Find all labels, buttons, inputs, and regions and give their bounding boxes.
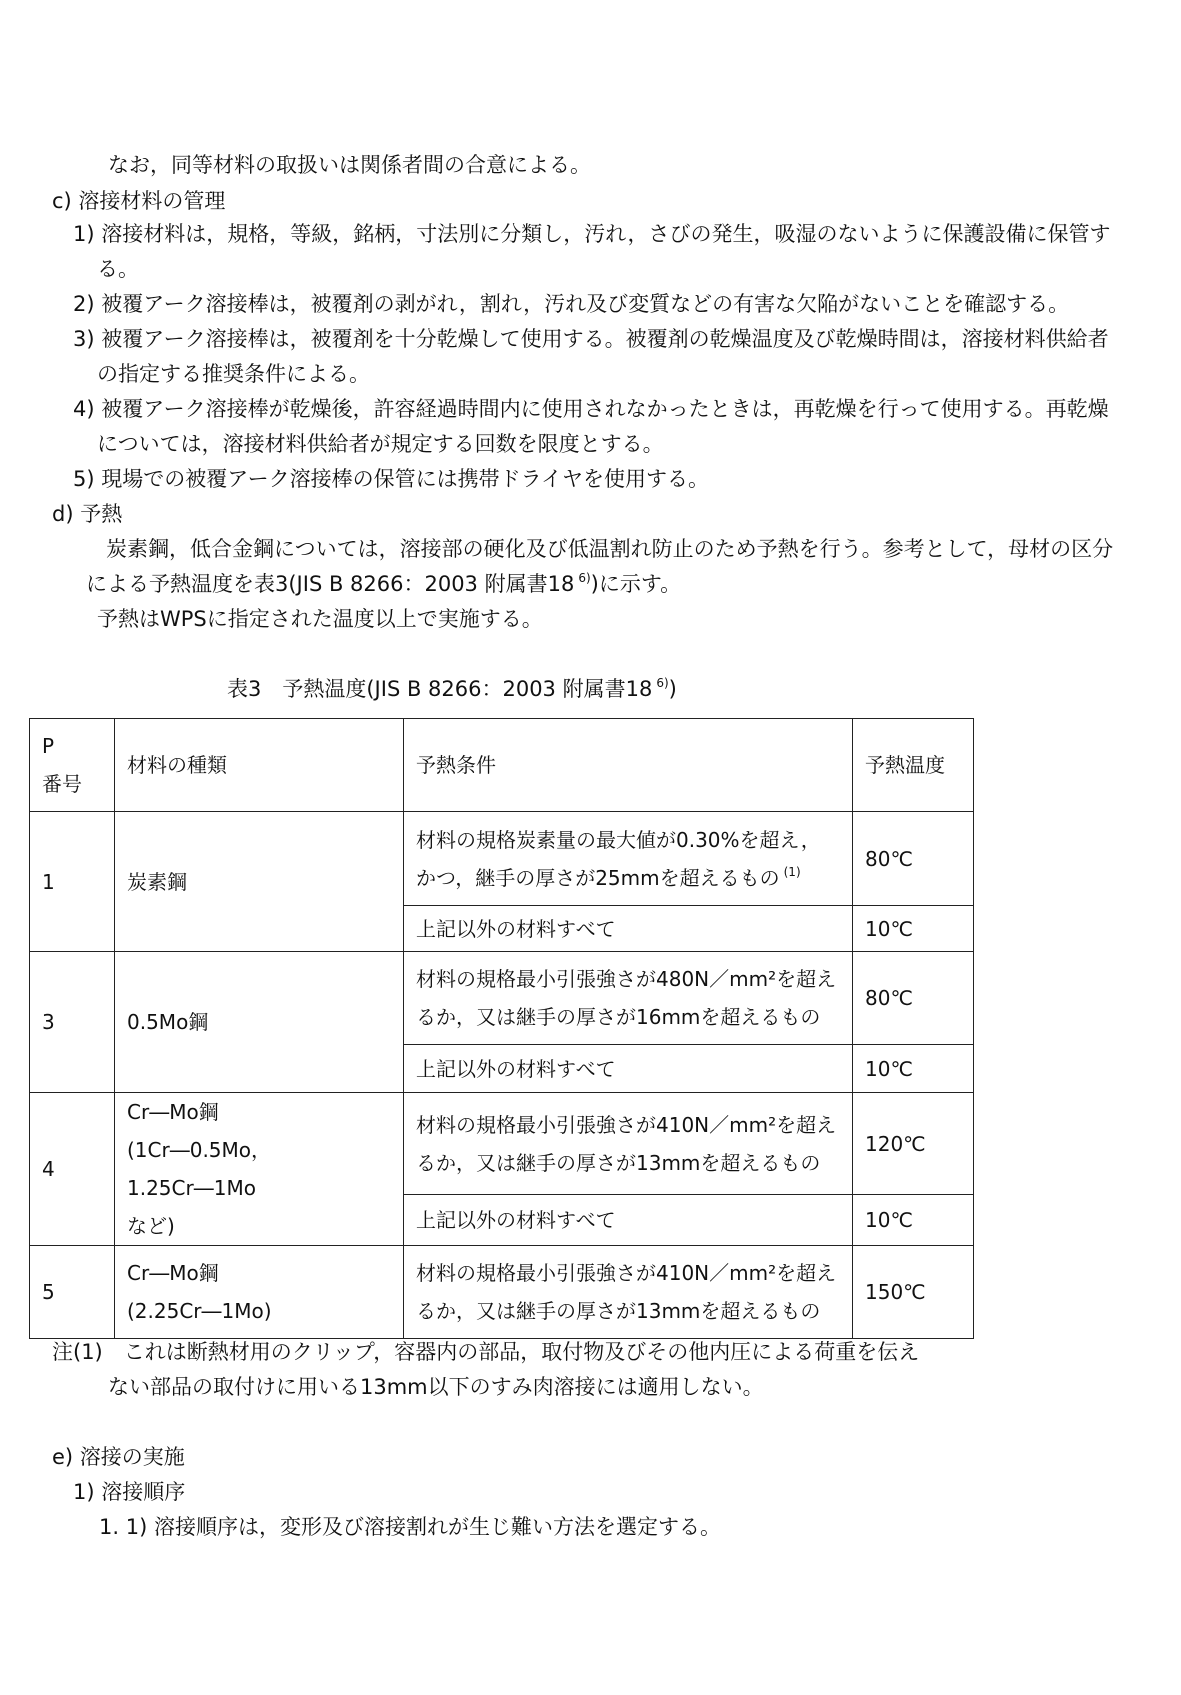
condition — [404, 1246, 853, 1339]
header-temp: 予熱温度 — [853, 719, 974, 812]
table-row — [30, 1093, 974, 1195]
list-item: 4) 被覆アーク溶接棒が乾燥後，許容経過時間内に使用されなかったときは，再乾燥を行って使用する。再乾燥 — [73, 397, 1109, 421]
list-item: 3) 被覆アーク溶接棒は，被覆剤を十分乾燥して使用する。被覆剤の乾燥温度及び乾燥時間は，溶接材料供給者 — [73, 327, 1109, 351]
list-item-cont: の指定する推奨条件による。 — [97, 362, 370, 386]
table-row — [30, 1246, 974, 1339]
condition: 上記以外の材料すべて — [404, 906, 853, 952]
condition — [404, 952, 853, 1045]
condition — [404, 812, 853, 906]
text: 材料の規格最小引張強さが410N／mm²を超え — [416, 1261, 837, 1285]
paragraph: なお，同等材料の取扱いは関係者間の合意による。 — [108, 153, 591, 177]
p-number: 3 — [30, 952, 115, 1093]
text: など) — [127, 1214, 175, 1238]
paragraph: 予熱はWPSに指定された温度以上で実施する。 — [97, 607, 543, 631]
text: による予熱温度を表3(JIS B 8266：2003 附属書18 — [86, 572, 575, 596]
subheading: 1) 溶接順序 — [73, 1480, 186, 1504]
text: かつ，継手の厚さが25mmを超えるもの — [416, 865, 780, 890]
text: 材料の規格炭素量の最大値が0.30%を超え， — [416, 827, 821, 852]
table-row — [30, 812, 974, 906]
text: Cr―Mo鋼 — [127, 1261, 219, 1285]
text: るか，又は継手の厚さが16mmを超えるもの — [416, 1005, 821, 1029]
material — [115, 1246, 404, 1339]
table-caption — [227, 676, 677, 702]
temp: 10℃ — [853, 1195, 974, 1246]
preheat-table — [29, 718, 974, 1339]
text: )に示す。 — [590, 572, 682, 596]
material: 0.5Mo鋼 — [115, 952, 404, 1093]
temp: 120℃ — [853, 1093, 974, 1195]
text: るか，又は継手の厚さが13mmを超えるもの — [416, 1299, 821, 1323]
text: 材料の規格最小引張強さが480N／mm²を超え — [416, 967, 837, 991]
temp: 150℃ — [853, 1246, 974, 1339]
header-condition: 予熱条件 — [404, 719, 853, 812]
text: Cr―Mo鋼 — [127, 1100, 219, 1124]
temp: 10℃ — [853, 1045, 974, 1093]
text: 番号 — [42, 772, 82, 796]
list-item: 2) 被覆アーク溶接棒は，被覆剤の剥がれ，割れ，汚れ及び変質などの有害な欠陥がないことを確認する。 — [73, 292, 1070, 316]
table-note: 注(1) これは断熱材用のクリップ，容器内の部品，取付物及びその他内圧による荷重を伝え — [52, 1340, 920, 1364]
header-material: 材料の種類 — [115, 719, 404, 812]
temp: 80℃ — [853, 812, 974, 906]
section-heading-d: d) 予熱 — [52, 502, 123, 526]
text: (2.25Cr―1Mo) — [127, 1299, 272, 1323]
text: るか，又は継手の厚さが13mmを超えるもの — [416, 1150, 821, 1175]
condition — [404, 1093, 853, 1195]
p-number: 1 — [30, 812, 115, 952]
table-row — [30, 952, 974, 1045]
list-item-cont: る。 — [97, 257, 139, 281]
paragraph-cont — [86, 571, 681, 597]
header-p-number — [30, 719, 115, 812]
note-sup: (1) — [783, 864, 801, 879]
text — [416, 859, 840, 897]
section-heading-c: c) 溶接材料の管理 — [52, 189, 226, 213]
text: 材料の規格最小引張強さが410N／mm²を超え — [416, 1112, 837, 1137]
text: (1Cr―0.5Mo，1.25Cr―1Mo — [127, 1138, 272, 1200]
temp: 80℃ — [853, 952, 974, 1045]
material — [115, 1093, 404, 1246]
text: ) — [668, 677, 677, 701]
temp: 10℃ — [853, 906, 974, 952]
p-number: 5 — [30, 1246, 115, 1339]
paragraph: 炭素鋼，低合金鋼については，溶接部の硬化及び低温割れ防止のため予熱を行う。参考として，母材の区分 — [106, 537, 1114, 561]
section-heading-e: e) 溶接の実施 — [52, 1445, 185, 1469]
list-item-cont: については，溶接材料供給者が規定する回数を限度とする。 — [97, 432, 664, 456]
text: 表3 予熱温度(JIS B 8266：2003 附属書18 — [227, 677, 653, 701]
condition: 上記以外の材料すべて — [404, 1045, 853, 1093]
reference-sup: 6) — [656, 676, 669, 690]
text: P — [42, 734, 55, 758]
list-item: 1) 溶接材料は，規格，等級，銘柄，寸法別に分類し，汚れ，さびの発生，吸湿のないように保護設備に保管す — [73, 222, 1111, 246]
table-note-cont: ない部品の取付けに用いる13mm以下のすみ肉溶接には適用しない。 — [108, 1375, 764, 1399]
list-item: 5) 現場での被覆アーク溶接棒の保管には携帯ドライヤを使用する。 — [73, 467, 709, 491]
table-header-row — [30, 719, 974, 812]
material: 炭素鋼 — [115, 812, 404, 952]
p-number: 4 — [30, 1093, 115, 1246]
condition: 上記以外の材料すべて — [404, 1195, 853, 1246]
list-item: 1. 1) 溶接順序は，変形及び溶接割れが生じ難い方法を選定する。 — [99, 1515, 721, 1539]
reference-sup: 6) — [578, 571, 591, 585]
